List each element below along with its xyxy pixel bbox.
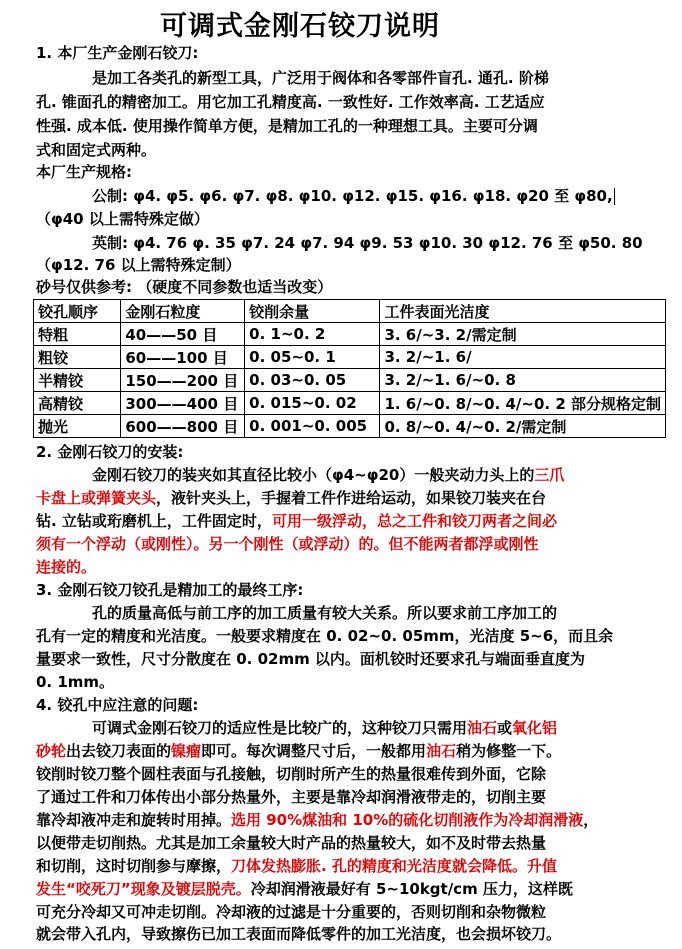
table-cell: 0. 001~0. 005 xyxy=(245,415,380,438)
table-header-cell: 铰孔顺序 xyxy=(34,300,121,323)
paragraph-line xyxy=(36,809,598,831)
table-cell: 高精铰 xyxy=(34,392,121,415)
paragraph-line xyxy=(36,855,557,877)
metric-note: （φ40 以上需特殊定做） xyxy=(36,210,209,228)
highlight-line: 连接的。 xyxy=(36,558,97,576)
table-header-cell: 工件表面光洁度 xyxy=(380,300,666,323)
highlight-text: 氧化铝 xyxy=(512,719,558,737)
highlight-text: 砂轮 xyxy=(36,742,67,760)
paragraph-line: 就会带入孔内，导致擦伤已加工表面而降低零件的加工光洁度，也会损坏铰刀。 xyxy=(36,925,562,943)
table-cell: 150——200 目 xyxy=(121,369,245,392)
table-cell: 300——400 目 xyxy=(121,392,245,415)
table-row xyxy=(34,323,666,346)
text-span: 和切削，这时切削参与摩擦， xyxy=(36,857,232,875)
table-cell: 3. 6/~3. 2/需定制 xyxy=(380,323,666,346)
section-3-heading: 3. 金刚石铰刀铰孔是精加工的最终工序: xyxy=(36,581,304,599)
table-cell: 半精铰 xyxy=(34,369,121,392)
paragraph-line xyxy=(92,464,564,486)
table-cell: 1. 6/~0. 8/~0. 4/~0. 2 部分规格定制 xyxy=(380,392,666,415)
table-header-cell: 铰削余量 xyxy=(245,300,380,323)
grit-heading: 砂号仅供参考: （硬度不同参数也适当改变） xyxy=(36,278,333,296)
text-span: 稍为修整一下。 xyxy=(456,742,562,760)
paragraph-line: 量要求一致性，尺寸分散度在 0. 02mm 以内。面机铰时还要求孔与端面垂直度为 xyxy=(36,650,585,668)
table-cell: 40——50 目 xyxy=(121,323,245,346)
table-cell: 3. 2/~1. 6/~0. 8 xyxy=(380,369,666,392)
highlight-line: 须有一个浮动（或刚性）。另一个刚性（或浮动）的。但不能两者都浮或刚性 xyxy=(36,535,539,553)
grit-table xyxy=(33,299,666,438)
text-span: 可调式金刚石铰刀的适应性是比较广的，这种铰刀只需用 xyxy=(92,719,468,737)
highlight-text: 选用 90%煤油和 10%的硫化切削液作为冷却润滑液 xyxy=(231,811,584,829)
text-span: 钻. 立钻或珩磨机上，工件固定时， xyxy=(36,512,272,530)
text-span: 或 xyxy=(497,719,513,737)
table-cell: 0. 8/~0. 4/~0. 2/需定制 xyxy=(380,415,666,438)
paragraph-line: 0. 1mm。 xyxy=(36,673,115,691)
paragraph-line: 以便带走切削热。尤其是加工余量较大时产品的热量较大，如不及时带去热量 xyxy=(36,834,547,852)
section-2-heading: 2. 金刚石铰刀的安装: xyxy=(36,443,184,461)
highlight-text: 油石 xyxy=(426,742,457,760)
paragraph-line xyxy=(92,717,557,739)
document-title: 可调式金刚石铰刀说明 xyxy=(160,11,440,42)
section-1-heading: 1. 本厂生产金刚石铰刀: xyxy=(36,44,199,62)
text-span: 出去铰刀表面的 xyxy=(66,742,172,760)
table-cell: 600——800 目 xyxy=(121,415,245,438)
table-cell: 抛光 xyxy=(34,415,121,438)
paragraph-line xyxy=(36,878,573,900)
table-cell: 60——100 目 xyxy=(121,346,245,369)
highlight-text: 发生“咬死刀”现象及镀层脱壳。 xyxy=(36,880,251,898)
highlight-text: 卡盘上或弹簧夹头 xyxy=(36,489,157,507)
paragraph-line: 可充分冷却又可冲走切削。冷却液的过滤是十分重要的，否则切削和杂物微粒 xyxy=(36,903,547,921)
text-cursor xyxy=(614,188,615,205)
text-span: 冷却润滑液最好有 5~10kgt/cm 压力，这样既 xyxy=(250,880,573,898)
table-row xyxy=(34,415,666,438)
table-cell: 粗铰 xyxy=(34,346,121,369)
text-span: 金刚石铰刀的装夹如其直径比较小（φ4~φ20）一般夹动力头上的 xyxy=(92,466,535,484)
section-4-heading: 4. 铰孔中应注意的问题: xyxy=(36,696,199,714)
highlight-text: 三爪 xyxy=(534,466,565,484)
table-header-row xyxy=(34,300,666,323)
text-span: ， xyxy=(583,811,599,829)
paragraph-line xyxy=(36,510,557,532)
metric-spec-text: 公制: φ4. φ5. φ6. φ7. φ8. φ10. φ12. φ15. φ16. φ18. φ20 至 φ80, xyxy=(92,187,613,205)
metric-spec-line xyxy=(92,185,615,207)
text-span: ，液针夹头上，手握着工件作进给运动，如果铰刀装夹在台 xyxy=(156,489,547,507)
text-span: 即可。每次调整尺寸后，一般都用 xyxy=(201,742,427,760)
table-header-cell: 金刚石粒度 xyxy=(121,300,245,323)
table-row xyxy=(34,346,666,369)
highlight-text: 镍瘤 xyxy=(171,742,202,760)
paragraph-line: 铰削时铰刀整个圆柱表面与孔接触，切削时所产生的热量很难传到外面，它除 xyxy=(36,765,547,783)
table-cell: 0. 05~0. 1 xyxy=(245,346,380,369)
highlight-text: 油石 xyxy=(467,719,498,737)
paragraph-line: 孔有一定的精度和光洁度。一般要求精度在 0. 02~0. 05mm，光洁度 5~6，而且余 xyxy=(36,627,614,645)
table-row xyxy=(34,392,666,415)
spec-heading: 本厂生产规格: xyxy=(36,163,132,181)
table-cell: 0. 015~0. 02 xyxy=(245,392,380,415)
highlight-text: 刀体发热膨胀. 孔的精度和光洁度就会降低。升值 xyxy=(231,857,557,875)
table-cell: 特粗 xyxy=(34,323,121,346)
paragraph-line: 了通过工件和刀体传出小部分热量外，主要是靠冷却润滑液带走的，切削主要 xyxy=(36,788,547,806)
paragraph-line: 是加工各类孔的新型工具，广泛用于阀体和各零部件盲孔. 通孔. 阶梯 xyxy=(92,69,549,87)
paragraph-line xyxy=(36,740,561,762)
highlight-text: 可用一级浮动，总之工件和铰刀两者之间必 xyxy=(271,512,557,530)
text-span: 靠冷却液冲走和旋转时用掉。 xyxy=(36,811,232,829)
paragraph-line xyxy=(36,487,546,509)
paragraph-line: 孔. 锥面孔的精密加工。用它加工孔精度高. 一致性好. 工作效率高. 工艺适应 xyxy=(36,93,545,111)
paragraph-line: 性强. 成本低. 使用操作简单方便，是精加工孔的一种理想工具。主要可分调 xyxy=(36,117,538,135)
table-cell: 0. 1~0. 2 xyxy=(245,323,380,346)
paragraph-line: 孔的质量高低与前工序的加工质量有较大关系。所以要求前工序加工的 xyxy=(92,604,558,622)
paragraph-line: 式和固定式两种。 xyxy=(36,141,157,159)
table-cell: 0. 03~0. 05 xyxy=(245,369,380,392)
imperial-spec-line: 英制: φ4. 76 φ. 35 φ7. 24 φ7. 94 φ9. 53 φ10. 30 φ12. 76 至 φ50. 80 xyxy=(92,234,643,252)
table-row xyxy=(34,369,666,392)
imperial-note: （φ12. 76 以上需特殊定制） xyxy=(36,256,241,274)
table-cell: 3. 2/~1. 6/ xyxy=(380,346,666,369)
